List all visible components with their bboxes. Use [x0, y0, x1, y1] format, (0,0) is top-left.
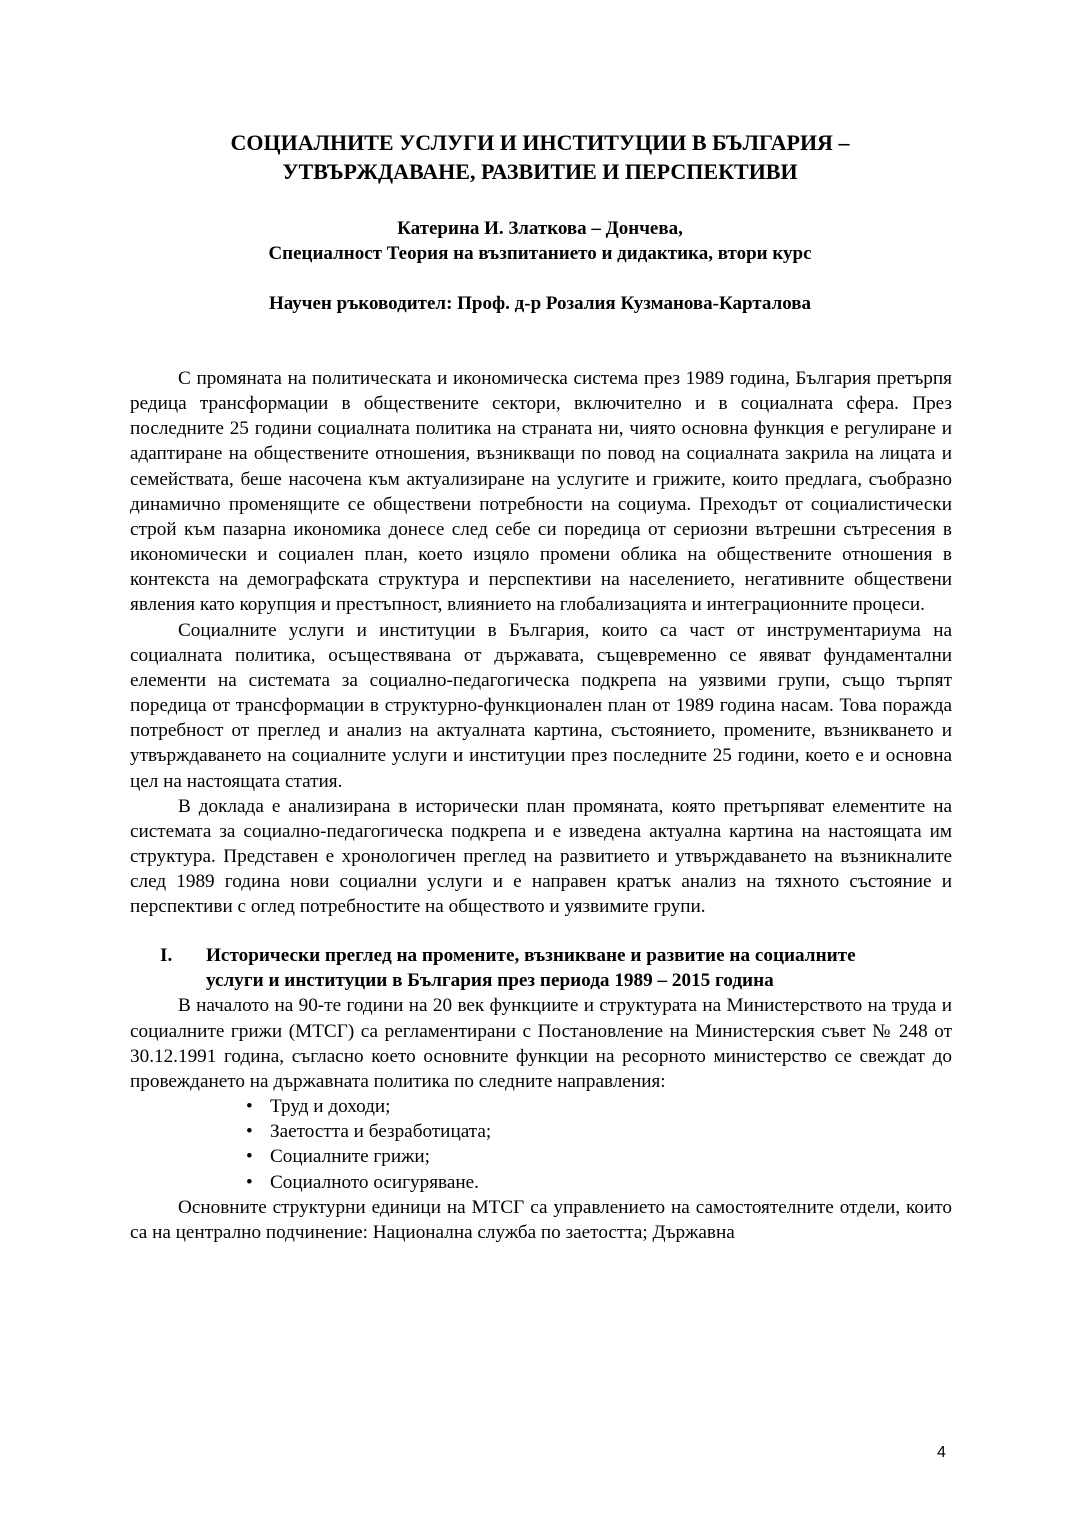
list-item [246, 1144, 952, 1169]
author-name: Катерина И. Златкова – Дончева, [397, 218, 683, 239]
article-body [130, 366, 952, 1245]
list-item [246, 1094, 952, 1119]
section-number: I. [160, 945, 173, 967]
paragraph-3: В доклада е анализирана в исторически план промяната, която претърпяват елементите на системата за социално-педагогическа подкрепа и е изведена актуална картина на настоящата им структура. Представен е хронологичен преглед на развитието и утвърждаването на възникналите след 1989 година нови социални услуги и е направен кратък анализ на тяхното състояние и перспективи с оглед потребностите на обществото и уязвимите групи. [130, 795, 952, 918]
section-title-line-2: услуги и институции в България през периода 1989 – 2015 година [206, 970, 774, 992]
section-intro-paragraph: В началото на 90-те години на 20 век функциите и структурата на Министерството на труда и социалните грижи (МТСГ) са регламентирани с Постановление на Министерския съвет № 248 от 30.12.1991 година, съгласно което основните функции на ресорното министерство се свеждат до провеждането на държавната политика по следните направления: [130, 995, 952, 1092]
author-program: Специалност Теория на възпитанието и дидактика, втори курс [268, 243, 812, 264]
title-line-2: УТВЪРЖДАВАНЕ, РАЗВИТИЕ И ПЕРСПЕКТИВИ [282, 159, 798, 184]
bullet-icon: • [246, 1096, 253, 1118]
page-number: 4 [937, 1444, 946, 1461]
section-closing-paragraph: Основните структурни единици на МТСГ са управлението на самостоятелните отдели, които са на централно подчинение: Национална служба по заетостта; Държавна [130, 1196, 952, 1243]
bullet-icon: • [246, 1171, 253, 1193]
paragraph-1: С промяната на политическата и икономическа система през 1989 година, България претърпя редица трансформации в обществените сектори, включително и в социалната сфера. През последните 25 години социалната политика на страната ни, чиято основна функция е регулиране и адаптиране на обществените отношения, възникващи по повод на социалната закрила на лицата и семействата, беше насочена към актуализиране на услугите и грижите, които предлага, съобразно динамично променящите се обществени потребности на социума. Преходът от социалистически строй към пазарна икономика донесе след себе си поредица от сериозни вътрешни сътресения в икономически и социален план, което изцяло промени облика на обществените отношения в контекста на демографската структура и перспективи на населението, негативните обществени явления като корупция и престъпност, влиянието на глобализацията и интеграционните процеси. [130, 368, 952, 616]
title-line-1: СОЦИАЛНИТЕ УСЛУГИ И ИНСТИТУЦИИ В БЪЛГАРИЯ – [230, 130, 850, 155]
section-heading [130, 943, 952, 993]
section-title-line-1: Исторически преглед на промените, възникване и развитие на социалните [206, 945, 856, 967]
scientific-advisor: Научен ръководител: Проф. д-р Розалия Кузманова-Карталова [268, 293, 812, 314]
list-item [246, 1170, 952, 1195]
page-title [130, 128, 950, 186]
list-item-text: Социалното осигуряване. [270, 1171, 479, 1193]
list-item [246, 1119, 952, 1144]
paragraph-2: Социалните услуги и институции в България, които са част от инструментариума на социалната политика, осъществявана от държавата, същевременно се явяват фундаментални елементи на системата за социално-педагогическа подкрепа на уязвими групи, също търпят поредица от трансформации в структурно-функционален план от 1989 година насам. Това поражда потребност от преглед и анализ на актуалната картина, състоянието, промените, възникването и утвърждаването на социалните услуги и институции през последните 25 години, което е и основна цел на настоящата статия. [130, 619, 952, 792]
bullet-list [130, 1094, 952, 1195]
list-item-text: Заетостта и безработицата; [270, 1121, 492, 1143]
author-block [130, 216, 950, 266]
list-item-text: Социалните грижи; [270, 1146, 431, 1168]
list-item-text: Труд и доходи; [270, 1096, 391, 1118]
bullet-icon: • [246, 1146, 253, 1168]
bullet-icon: • [246, 1121, 253, 1143]
